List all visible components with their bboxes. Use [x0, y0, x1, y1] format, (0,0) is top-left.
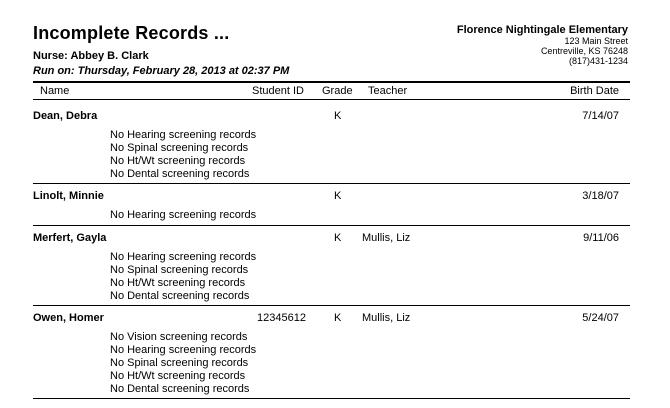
column-header-student-id: Student ID — [252, 85, 304, 97]
missing-record-message: No Spinal screening records — [110, 264, 249, 276]
missing-record-message: No Ht/Wt screening records — [110, 370, 246, 382]
missing-records-list — [110, 209, 256, 222]
record-divider — [33, 398, 630, 399]
student-birth-date: 7/14/07 — [582, 110, 619, 122]
missing-record-message: No Ht/Wt screening records — [110, 155, 246, 167]
missing-record-message: No Spinal screening records — [110, 357, 249, 369]
column-header-grade: Grade — [322, 85, 353, 97]
student-grade: K — [334, 312, 342, 324]
student-grade: K — [334, 190, 342, 202]
missing-record-message: No Dental screening records — [110, 290, 250, 302]
missing-record-message: No Hearing screening records — [110, 129, 257, 141]
missing-records-list — [110, 129, 256, 181]
student-teacher: Mullis, Liz — [362, 232, 411, 244]
missing-record-message: No Ht/Wt screening records — [110, 277, 246, 289]
column-header-birth-date: Birth Date — [570, 85, 619, 97]
student-name: Linolt, Minnie — [33, 190, 104, 202]
school-name: Florence Nightingale Elementary — [456, 24, 628, 36]
student-name: Owen, Homer — [33, 312, 104, 324]
run-date-line: Run on: Thursday, February 28, 2013 at 02:37 PM — [33, 65, 290, 77]
record-divider — [33, 225, 630, 226]
missing-record-message: No Vision screening records — [110, 331, 248, 343]
missing-record-message: No Dental screening records — [110, 383, 250, 395]
student-birth-date: 3/18/07 — [582, 190, 619, 202]
school-city: Centreville, KS 76248 — [540, 46, 628, 56]
nurse-line: Nurse: Abbey B. Clark — [33, 50, 149, 62]
missing-record-message: No Spinal screening records — [110, 142, 249, 154]
student-birth-date: 5/24/07 — [582, 312, 619, 324]
missing-record-message: No Hearing screening records — [110, 209, 257, 221]
header-divider-bottom — [33, 99, 630, 100]
record-divider — [33, 305, 630, 306]
student-id: 12345612 — [257, 312, 306, 324]
missing-records-list — [110, 251, 256, 303]
header-divider-top — [33, 81, 630, 83]
student-grade: K — [334, 110, 342, 122]
student-birth-date: 9/11/06 — [583, 232, 619, 244]
school-phone: (817)431-1234 — [568, 56, 628, 66]
student-name: Dean, Debra — [33, 110, 98, 122]
missing-records-list — [110, 331, 256, 396]
student-teacher: Mullis, Liz — [362, 312, 411, 324]
school-info — [457, 24, 628, 66]
column-header-teacher: Teacher — [368, 85, 408, 97]
missing-record-message: No Hearing screening records — [110, 344, 257, 356]
student-grade: K — [334, 232, 342, 244]
school-address: 123 Main Street — [564, 36, 628, 46]
missing-record-message: No Dental screening records — [110, 168, 250, 180]
missing-record-message: No Hearing screening records — [110, 251, 257, 263]
report-title: Incomplete Records ... — [33, 23, 230, 43]
column-header-name: Name — [40, 85, 70, 97]
record-divider — [33, 183, 630, 184]
student-name: Merfert, Gayla — [33, 232, 107, 244]
